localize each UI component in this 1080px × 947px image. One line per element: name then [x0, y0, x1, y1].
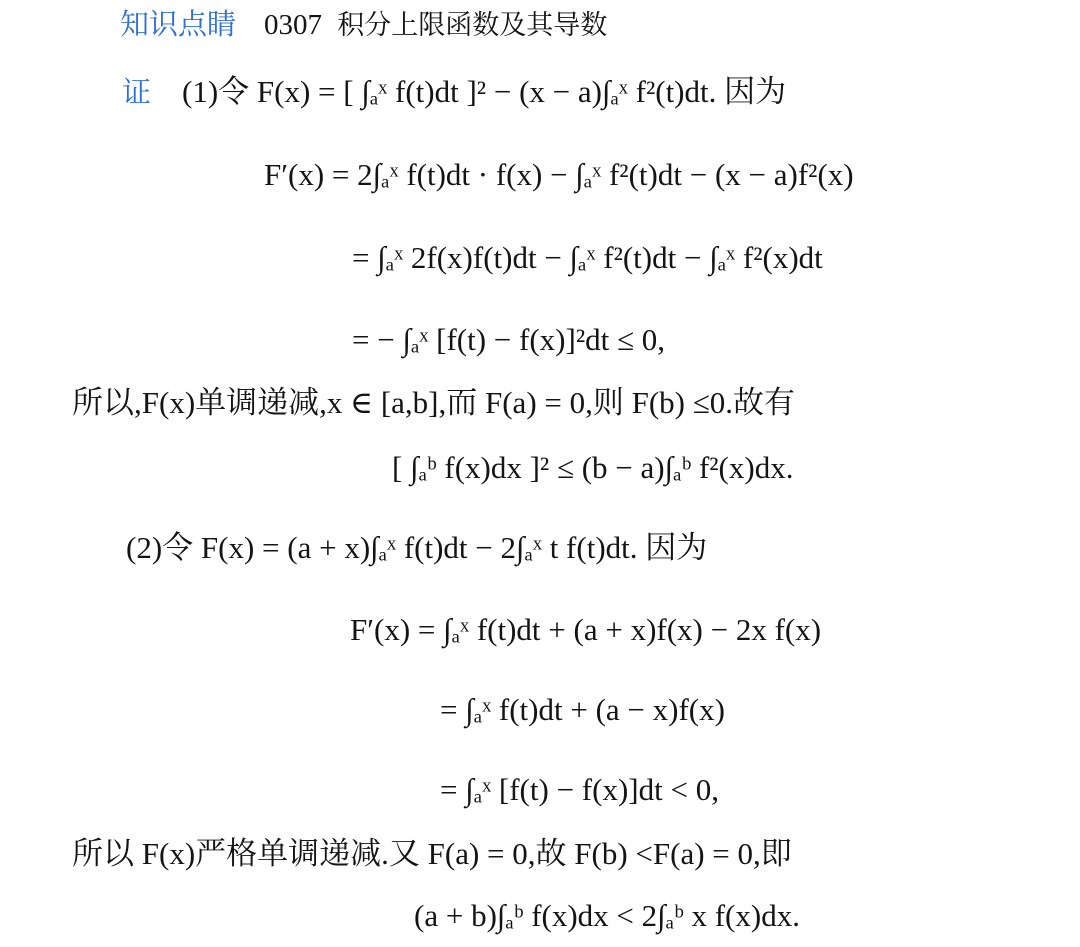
- section-topic: 积分上限函数及其导数: [337, 10, 608, 41]
- section-tag: 知识点睛: [120, 7, 237, 41]
- equation-line-6: [ ∫ₐᵇ f(x)dx ]² ≤ (b − a)∫ₐᵇ f²(x)dx.: [392, 450, 794, 485]
- equation-line-10: = ∫ₐˣ [f(t) − f(x)]dt < 0,: [440, 772, 719, 807]
- equation-line-7: (2)令 F(x) = (a + x)∫ₐˣ f(t)dt − 2∫ₐˣ t f(t)dt. 因为: [126, 530, 708, 565]
- equation-line-9: = ∫ₐˣ f(t)dt + (a − x)f(x): [440, 692, 725, 727]
- equation-line-4: = − ∫ₐˣ [f(t) − f(x)]²dt ≤ 0,: [352, 322, 665, 357]
- section-code: 0307: [264, 9, 323, 41]
- text-line-11: 所以 F(x)严格单调递减.又 F(a) = 0,故 F(b) <F(a) = 0,即: [72, 836, 792, 871]
- proof-label: 证: [122, 75, 152, 109]
- equation-line-12: (a + b)∫ₐᵇ f(x)dx < 2∫ₐᵇ x f(x)dx.: [414, 898, 800, 933]
- equation-line-8: F′(x) = ∫ₐˣ f(t)dt + (a + x)f(x) − 2x f(x): [350, 612, 822, 647]
- equation-line-1: (1)令 F(x) = [ ∫ₐˣ f(t)dt ]² − (x − a)∫ₐˣ f²(t)dt. 因为: [182, 74, 787, 109]
- text-line-5: 所以,F(x)单调递减,x ∈ [a,b],而 F(a) = 0,则 F(b) ≤0.故有: [72, 385, 796, 420]
- equation-line-2: F′(x) = 2∫ₐˣ f(t)dt · f(x) − ∫ₐˣ f²(t)dt − (x − a)f²(x): [264, 157, 854, 192]
- equation-line-3: = ∫ₐˣ 2f(x)f(t)dt − ∫ₐˣ f²(t)dt − ∫ₐˣ f²(x)dt: [352, 240, 823, 275]
- header: [120, 4, 607, 46]
